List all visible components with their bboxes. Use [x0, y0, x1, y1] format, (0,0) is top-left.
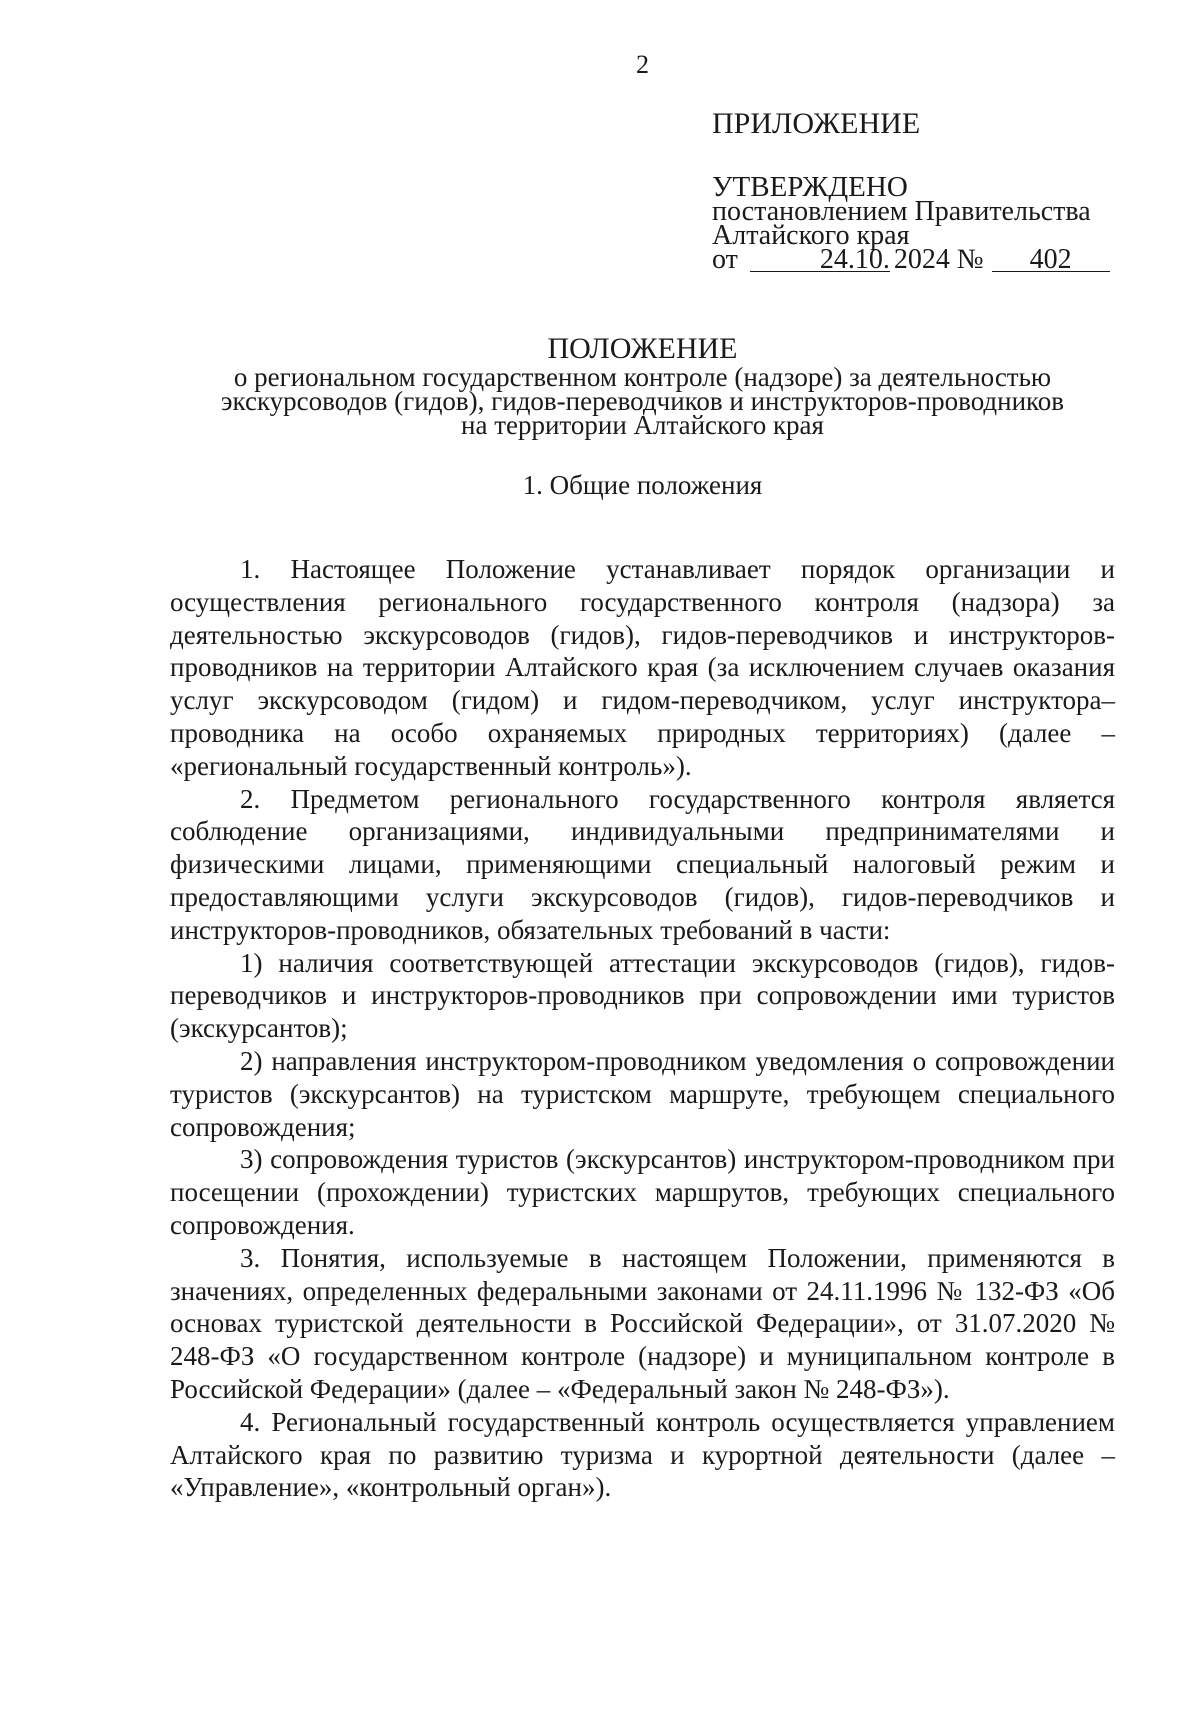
- paragraph: 3. Понятия, используемые в настоящем Положении, применяются в значениях, определенных федеральными законами от 24.11.1996 № 132-ФЗ «Об основах туристской деятельности в Российской Федерации», от 31.07.2020 № 248-ФЗ «О государственном контроле (надзоре) и муниципальном контроле в Российской Федерации» (далее – «Федеральный закон № 248-ФЗ»).: [170, 1242, 1115, 1404]
- approval-block: [712, 107, 1110, 275]
- paragraph: 2. Предметом регионального государственного контроля является соблюдение организациями, индивидуальными предпринимателями и физическими лицами, применяющими специальный налоговый режим и предоставляющими услуги экскурсоводов (гидов), гидов-переводчиков и инструкторов-проводников, обязательных требований в части:: [170, 783, 1115, 945]
- paragraph: 2) направления инструктором-проводником уведомления о сопровождении туристов (экскурсантов) на туристском маршруте, требующем специального сопровождения;: [170, 1045, 1115, 1142]
- document-subtitle-line: на территории Алтайского края: [461, 410, 824, 440]
- document-subtitle-line: экскурсоводов (гидов), гидов-переводчиков и инструкторов-проводников: [220, 386, 1065, 416]
- paragraph: 1) наличия соответствующей аттестации экскурсоводов (гидов), гидов-переводчиков и инструкторов-проводников при сопровождении ими туристов (экскурсантов);: [170, 947, 1115, 1044]
- decree-date-number-line: [712, 244, 1110, 275]
- paragraph: 3) сопровождения туристов (экскурсантов) инструктором-проводником при посещении (прохождении) туристских маршрутов, требующих специального сопровождения.: [170, 1144, 1115, 1240]
- decree-issuer-line1: постановлением Правительства: [712, 196, 1091, 227]
- paragraph: 1. Настоящее Положение устанавливает порядок организации и осуществления регионального государственного контроля (надзора) за деятельностью экскурсоводов (гидов), гидов-переводчиков и инструкторов-проводников на территории Алтайского края (за исключением случаев оказания услуг экскурсоводом (гидом) и гидом-переводчиком, услуг инструктора–проводника на особо охраняемых природных территориях) (далее – «региональный государственный контроль»).: [170, 554, 1115, 781]
- decree-issuer-line2: Алтайского края: [712, 220, 910, 251]
- decree-from-prefix: от: [712, 244, 738, 275]
- section-heading: 1. Общие положения: [522, 470, 763, 500]
- document-title: ПОЛОЖЕНИЕ: [547, 332, 738, 365]
- paragraph: 4. Региональный государственный контроль осуществляется управлением Алтайского края по развитию туризма и курортной деятельности (далее – «Управление», «контрольный орган»).: [170, 1406, 1115, 1503]
- document-title-block: [170, 332, 1115, 440]
- document-subtitle-line: о региональном государственном контроле (надзоре) за деятельностью: [233, 362, 1052, 392]
- page-number: 2: [636, 50, 649, 79]
- approved-label: УТВЕРЖДЕНО: [712, 171, 908, 203]
- decree-date: 24.10.: [750, 249, 890, 272]
- appendix-label: ПРИЛОЖЕНИЕ: [712, 107, 921, 140]
- document-body: [170, 553, 1115, 1504]
- decree-number: 402: [992, 249, 1110, 272]
- decree-year-number: 2024 №: [893, 244, 984, 275]
